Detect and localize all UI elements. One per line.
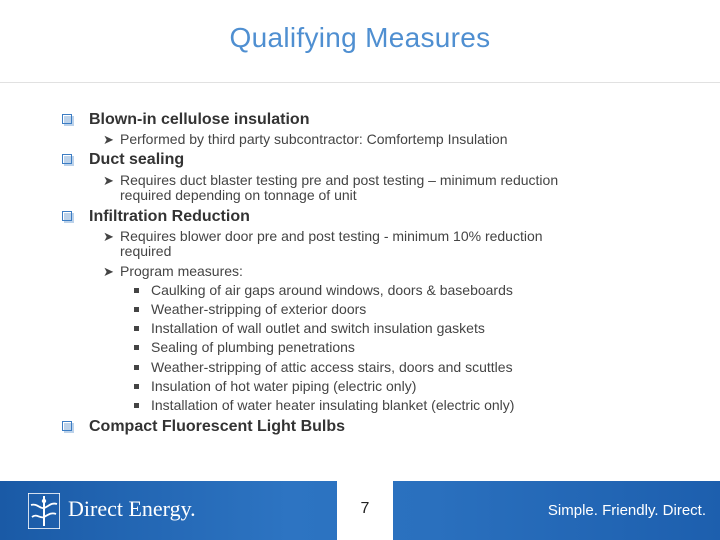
sub-bullet-text: required depending on tonnage of unit: [120, 187, 357, 203]
measure-text: Weather-stripping of exterior doors: [151, 301, 367, 317]
measure-text: Caulking of air gaps around windows, doors & baseboards: [151, 282, 513, 298]
square-bullet-icon: [134, 307, 139, 312]
measure-text: Weather-stripping of attic access stairs, doors and scuttles: [151, 359, 513, 375]
checkbox-bullet-icon: [62, 211, 72, 221]
slide-title: Qualifying Measures: [229, 22, 491, 53]
checkbox-bullet-icon: [62, 421, 72, 431]
company-logo-text: Direct Energy.: [68, 496, 196, 521]
square-bullet-icon: [134, 384, 139, 389]
measure-text: Installation of wall outlet and switch insulation gaskets: [151, 320, 485, 336]
sub-bullet-text: Program measures:: [120, 263, 243, 279]
checkbox-bullet-icon: [62, 114, 72, 124]
measure-text: Installation of water heater insulating blanket (electric only): [151, 397, 515, 413]
bullet-label: Infiltration Reduction: [89, 208, 250, 225]
arrow-bullet-icon: ➤: [103, 229, 114, 244]
bullet-label: Blown-in cellulose insulation: [89, 111, 310, 128]
bullet-label: Duct sealing: [89, 151, 185, 168]
direct-energy-logo-icon: [28, 493, 60, 529]
square-bullet-icon: [134, 326, 139, 331]
footer-bar: [0, 481, 720, 540]
page-number: 7: [360, 500, 370, 517]
measure-text: Insulation of hot water piping (electric only): [151, 378, 417, 394]
sub-bullet-text: Requires blower door pre and post testing - minimum 10% reduction: [120, 228, 543, 244]
title-divider: [0, 82, 720, 83]
sub-bullet-text: Performed by third party subcontractor: Comfortemp Insulation: [120, 131, 508, 147]
sub-bullet-text: Requires duct blaster testing pre and post testing – minimum reduction: [120, 172, 559, 188]
square-bullet-icon: [134, 403, 139, 408]
measure-text: Sealing of plumbing penetrations: [151, 339, 355, 355]
checkbox-bullet-icon: [62, 154, 72, 164]
sub-bullet-text: required: [120, 243, 172, 259]
square-bullet-icon: [134, 288, 139, 293]
arrow-bullet-icon: ➤: [103, 132, 114, 147]
square-bullet-icon: [134, 365, 139, 370]
tagline: Simple. Friendly. Direct.: [547, 502, 706, 519]
arrow-bullet-icon: ➤: [103, 173, 114, 188]
bullet-label: Compact Fluorescent Light Bulbs: [89, 418, 346, 435]
page-number-box: [337, 481, 393, 540]
square-bullet-icon: [134, 345, 139, 350]
arrow-bullet-icon: ➤: [103, 264, 114, 279]
